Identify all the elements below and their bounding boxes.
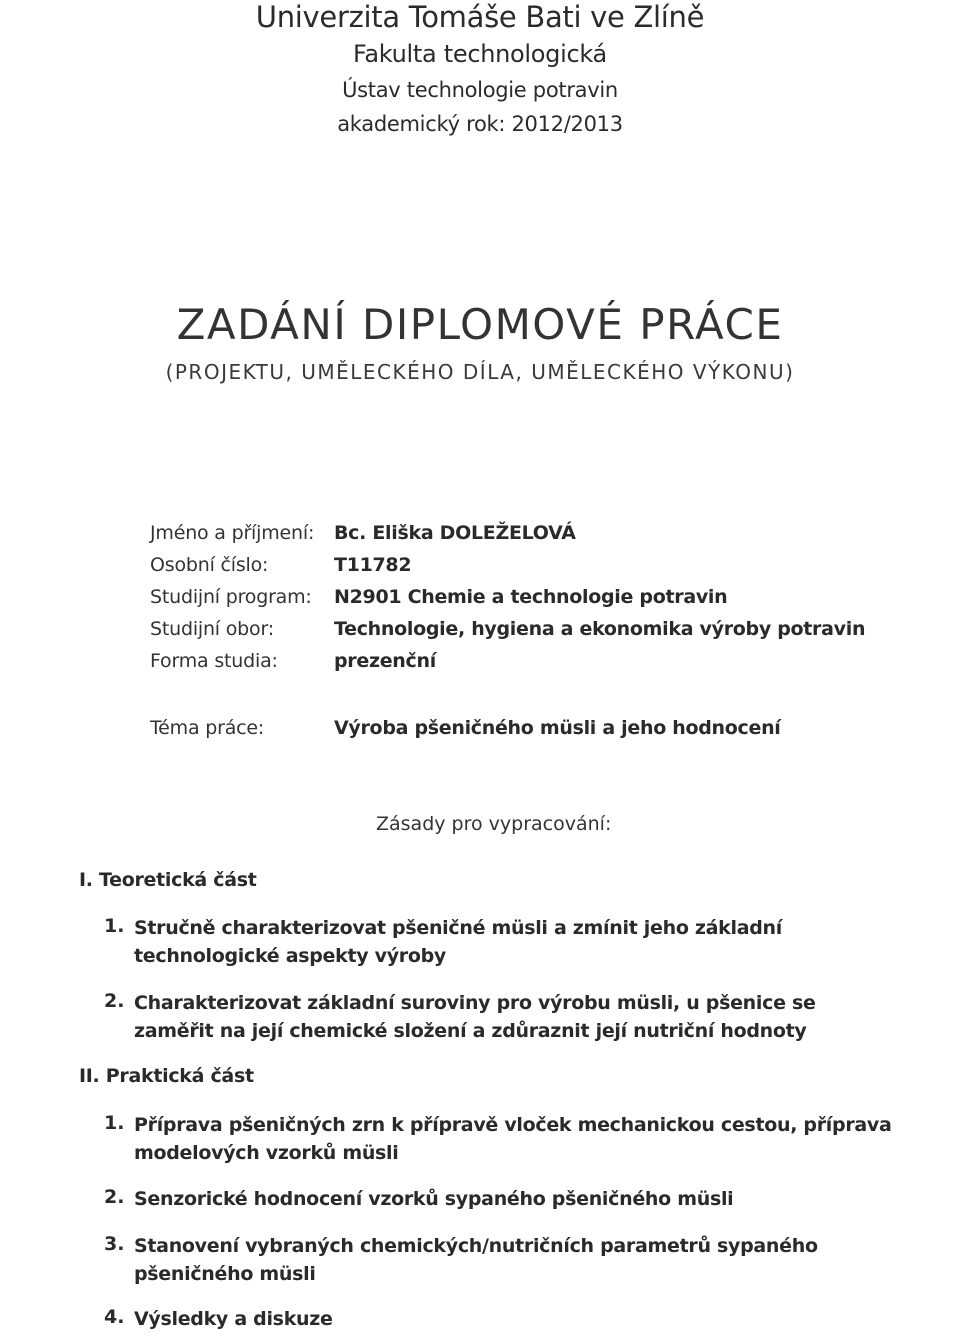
info-label-personal-number: Osobní číslo: xyxy=(150,554,269,576)
info-label-study-form: Forma studia: xyxy=(150,650,278,672)
info-value-personal-number: T11782 xyxy=(334,554,412,576)
practical-item-text: Výsledky a diskuze xyxy=(134,1308,333,1330)
practical-item-number: 1. xyxy=(104,1112,125,1134)
practical-item-text: Senzorické hodnocení vzorků sypaného pšeničného müsli xyxy=(134,1188,734,1210)
theoretical-item-number: 1. xyxy=(104,915,125,937)
info-label-name: Jméno a příjmení: xyxy=(150,522,315,544)
practical-item-number: 4. xyxy=(104,1306,125,1328)
section-theoretical-heading: I. Teoretická část xyxy=(79,869,257,891)
info-value-study-form: prezenční xyxy=(334,650,436,672)
section-practical-heading: II. Praktická část xyxy=(79,1065,254,1087)
topic-label: Téma práce: xyxy=(150,717,265,739)
theoretical-item-text: Charakterizovat základní suroviny pro výrobu müsli, u pšenice se zaměřit na její chemické složení a zdůraznit její nutriční hodnoty xyxy=(134,992,816,1042)
practical-item-number: 2. xyxy=(104,1186,125,1208)
document-subtitle: (PROJEKTU, UMĚLECKÉHO DÍLA, UMĚLECKÉHO VÝKONU) xyxy=(165,360,795,384)
university-name: Univerzita Tomáše Bati ve Zlíně xyxy=(255,0,705,34)
info-value-name: Bc. Eliška DOLEŽELOVÁ xyxy=(334,522,576,544)
info-value-study-program: N2901 Chemie a technologie potravin xyxy=(334,586,728,608)
academic-year: akademický rok: 2012/2013 xyxy=(337,112,623,136)
info-label-study-field: Studijní obor: xyxy=(150,618,274,640)
info-value-study-field: Technologie, hygiena a ekonomika výroby potravin xyxy=(334,618,866,640)
institute-name: Ústav technologie potravin xyxy=(342,78,618,102)
practical-item-number: 3. xyxy=(104,1233,125,1255)
theoretical-item-number: 2. xyxy=(104,990,125,1012)
info-label-study-program: Studijní program: xyxy=(150,586,312,608)
practical-item-text: Příprava pšeničných zrn k přípravě vloček mechanickou cestou, příprava modelových vzorků müsli xyxy=(134,1114,892,1164)
practical-item-text: Stanovení vybraných chemických/nutričních parametrů sypaného pšeničného müsli xyxy=(134,1235,818,1285)
topic-value: Výroba pšeničného müsli a jeho hodnocení xyxy=(334,717,781,739)
document-title: ZADÁNÍ DIPLOMOVÉ PRÁCE xyxy=(176,300,784,349)
principles-heading: Zásady pro vypracování: xyxy=(376,813,612,835)
faculty-name: Fakulta technologická xyxy=(353,40,607,68)
theoretical-item-text: Stručně charakterizovat pšeničné müsli a zmínit jeho základní technologické aspekty výroby xyxy=(134,917,782,967)
